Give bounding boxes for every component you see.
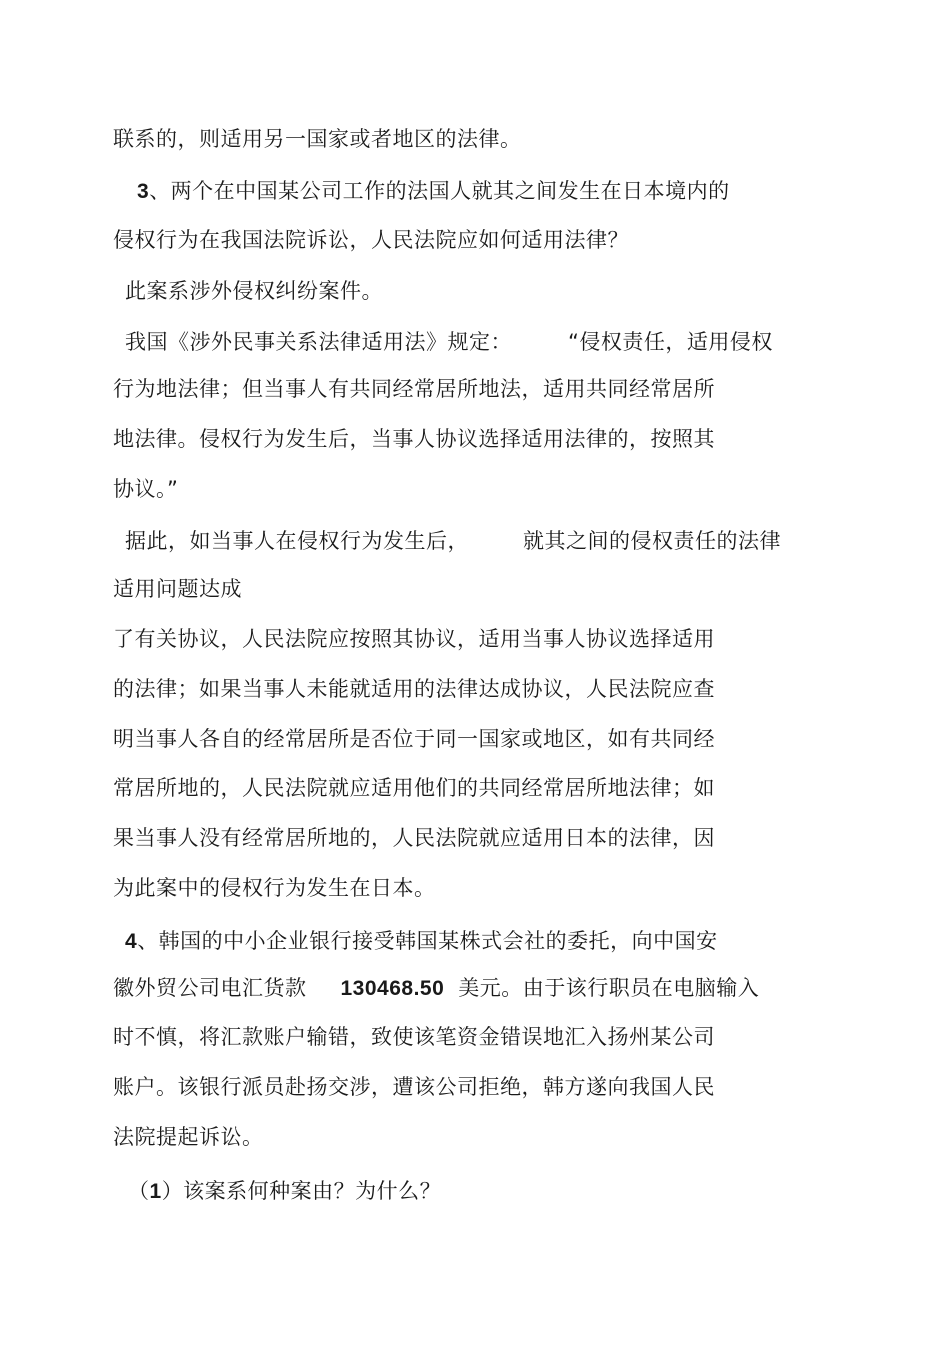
- text-line: [113, 674, 715, 704]
- line-text: 果当事人没有经常居所地的，人民法院就应适用日本的法律，因: [113, 826, 715, 850]
- line-text: 徽外贸公司电汇货款: [113, 976, 307, 1000]
- text-line: [113, 424, 715, 454]
- text-line: [113, 624, 715, 654]
- line-text: 美元。由于该行职员在电脑输入: [458, 976, 760, 1000]
- line-text: 法院提起诉讼。: [113, 1125, 264, 1149]
- line-text: 行为地法律；但当事人有共同经常居所地法，适用共同经常居所: [113, 377, 715, 401]
- text-line: [113, 474, 178, 504]
- line-text: 我国《涉外民事关系法律适用法》规定：: [125, 330, 512, 354]
- line-text: 此案系涉外侵权纠纷案件。: [125, 279, 383, 303]
- line-text: 、韩国的中小企业银行接受韩国某株式会社的委托，向中国安: [137, 929, 718, 953]
- line-text: 明当事人各自的经常居所是否位于同一国家或地区，如有共同经: [113, 727, 715, 751]
- line-text: 时不慎，将汇款账户输错，致使该笔资金错误地汇入扬州某公司: [113, 1025, 715, 1049]
- line-text: 协议。”: [113, 477, 179, 501]
- text-line: [113, 1072, 715, 1102]
- text-line: [113, 823, 715, 853]
- text-line: [125, 526, 781, 556]
- line-text: 地法律。侵权行为发生后，当事人协议选择适用法律的，按照其: [113, 427, 715, 451]
- line-text: 就其之间的侵权责任的法律: [523, 529, 781, 553]
- text-line: [125, 276, 383, 306]
- line-text: 据此，如当事人在侵权行为发生后，: [125, 529, 469, 553]
- sub-question-1-line: [128, 1176, 441, 1207]
- line-text: ）该案系何种案由？为什么？: [161, 1179, 442, 1203]
- line-text: 联系的，则适用另一国家或者地区的法律。: [113, 127, 522, 151]
- question-number: 4: [125, 930, 138, 953]
- line-text: 、两个在中国某公司工作的法国人就其之间发生在日本境内的: [149, 179, 730, 203]
- text-line: [113, 1022, 715, 1052]
- text-line: [113, 225, 629, 255]
- line-text: 账户。该银行派员赴扬交涉，遭该公司拒绝，韩方遂向我国人民: [113, 1075, 715, 1099]
- line-text: 的法律；如果当事人未能就适用的法律达成协议，人民法院应查: [113, 677, 715, 701]
- question-4-line: [125, 926, 718, 957]
- text-line: [113, 724, 715, 754]
- line-text: 常居所地的，人民法院就应适用他们的共同经常居所地法律；如: [113, 776, 715, 800]
- line-text: 为此案中的侵权行为发生在日本。: [113, 876, 436, 900]
- amount-value: 130468.50: [340, 977, 445, 1000]
- line-text: 了有关协议，人民法院应按照其协议，适用当事人协议选择适用: [113, 627, 715, 651]
- question-3-line: [137, 176, 730, 207]
- text-line: [113, 1122, 264, 1152]
- line-text: “侵权责任，适用侵权: [568, 330, 773, 354]
- text-line: [113, 873, 436, 903]
- text-line: [113, 773, 715, 803]
- text-line: [113, 124, 522, 154]
- line-text: 适用问题达成: [113, 577, 242, 601]
- sub-question-number: 1: [149, 1180, 162, 1203]
- line-text: 侵权行为在我国法院诉讼，人民法院应如何适用法律？: [113, 228, 629, 252]
- text-line: [113, 374, 715, 404]
- line-text: （: [128, 1179, 150, 1203]
- question-number: 3: [137, 180, 150, 203]
- text-line: [113, 574, 242, 604]
- text-line: [125, 327, 773, 357]
- text-line: [113, 973, 759, 1004]
